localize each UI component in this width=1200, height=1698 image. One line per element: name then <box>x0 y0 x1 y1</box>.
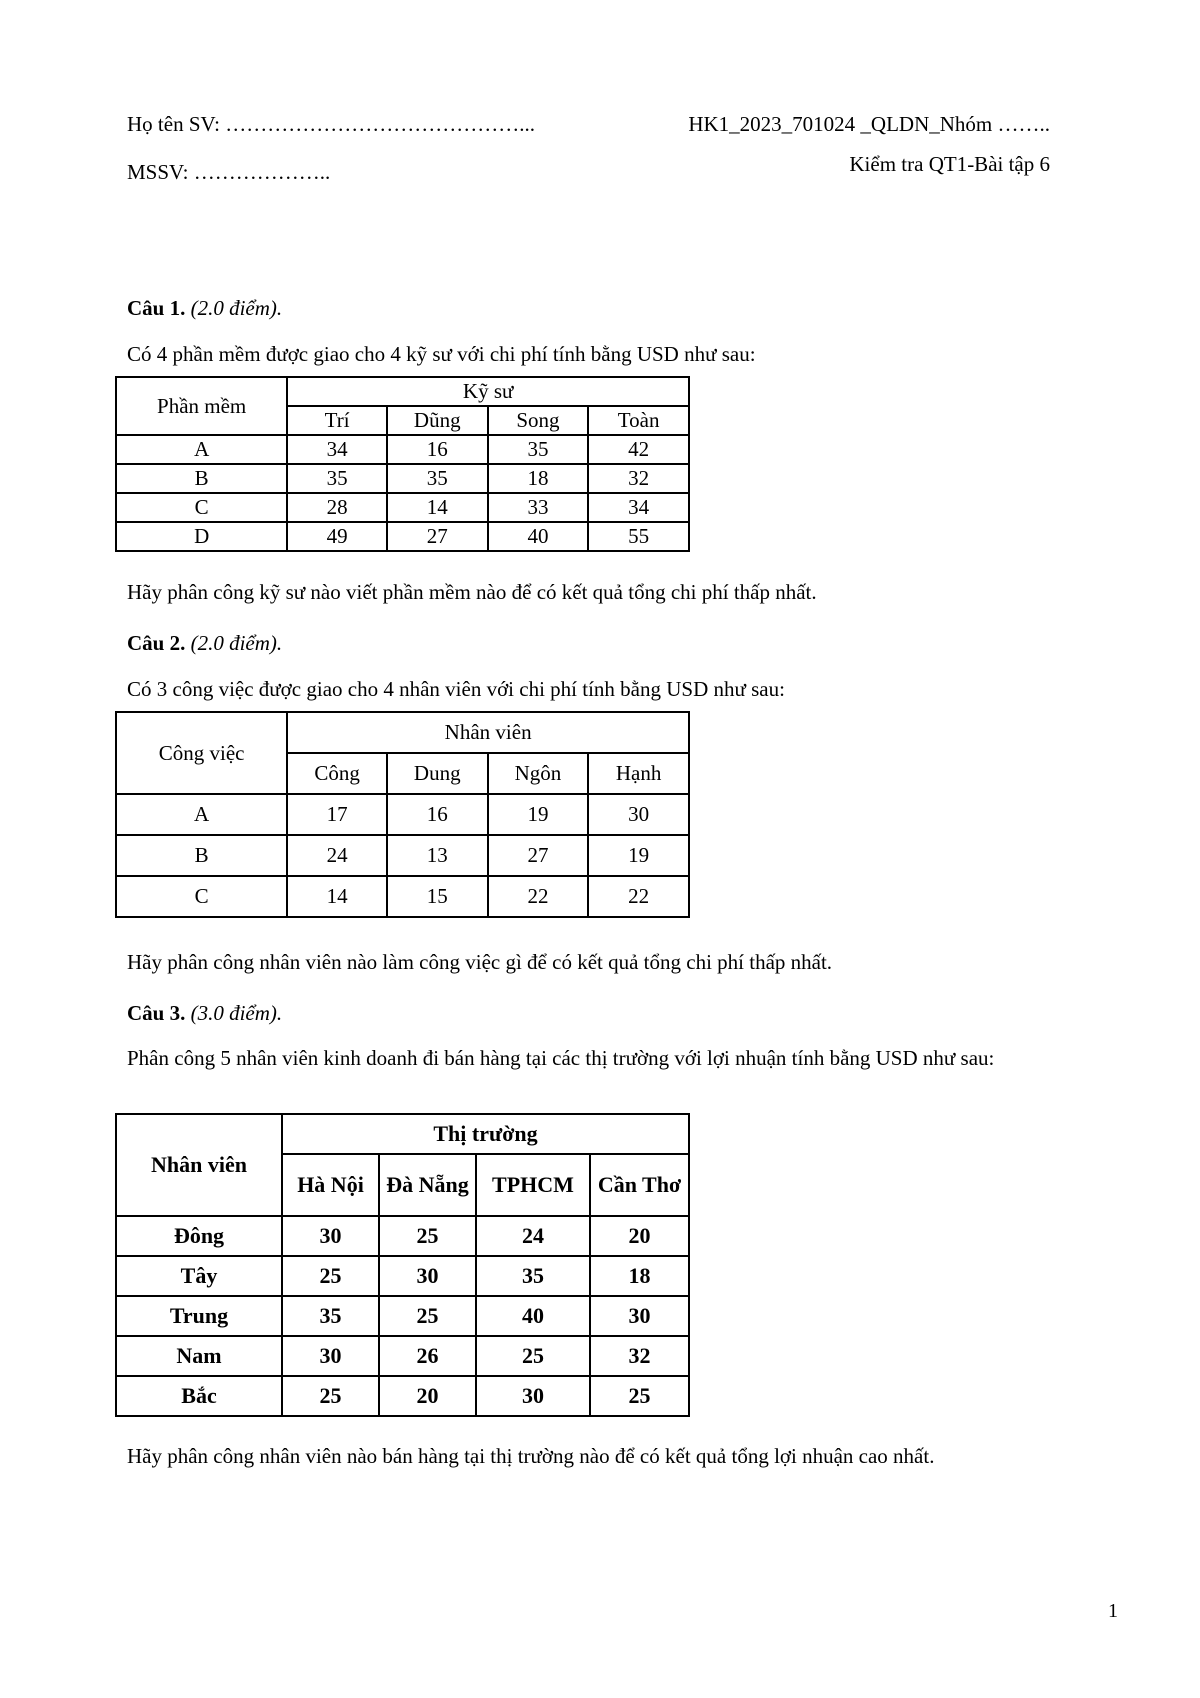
table-cell: 30 <box>588 794 689 835</box>
row-label: A <box>116 435 287 464</box>
table-cell: 17 <box>287 794 387 835</box>
q2-col-header: Hạnh <box>588 753 689 794</box>
page-number: 1 <box>1108 1600 1118 1622</box>
q3-label: Câu 3. <box>127 1001 186 1025</box>
table-row <box>116 1376 689 1416</box>
table-cell: 22 <box>588 876 689 917</box>
table-cell: 35 <box>488 435 589 464</box>
q1-col-header: Dũng <box>387 406 488 435</box>
student-name-field: Họ tên SV: ……………………………………... <box>127 112 535 136</box>
table-row <box>116 835 689 876</box>
table-cell: 16 <box>387 435 488 464</box>
table-row <box>116 493 689 522</box>
table-cell: 25 <box>379 1296 476 1336</box>
q1-col-header: Trí <box>287 406 387 435</box>
q2-col-header: Dung <box>387 753 488 794</box>
q2-group-header: Nhân viên <box>287 712 689 753</box>
q3-col-header: Hà Nội <box>282 1154 379 1216</box>
table-cell: 14 <box>287 876 387 917</box>
q1-title <box>127 296 282 321</box>
q2-table <box>115 711 690 918</box>
table-cell: 32 <box>590 1336 689 1376</box>
row-label: Đông <box>116 1216 282 1256</box>
q1-intro: Có 4 phần mềm được giao cho 4 kỹ sư với chi phí tính bằng USD như sau: <box>127 342 756 366</box>
row-label: D <box>116 522 287 551</box>
q2-title <box>127 631 282 656</box>
q2-intro: Có 3 công việc được giao cho 4 nhân viên với chi phí tính bằng USD như sau: <box>127 677 785 701</box>
table-row <box>116 794 689 835</box>
table-cell: 25 <box>282 1376 379 1416</box>
row-label: Nam <box>116 1336 282 1376</box>
table-cell: 25 <box>282 1256 379 1296</box>
table-cell: 28 <box>287 493 387 522</box>
q3-group-header: Thị trường <box>282 1114 689 1154</box>
row-label: Tây <box>116 1256 282 1296</box>
q3-row-header: Nhân viên <box>116 1114 282 1216</box>
table-cell: 40 <box>488 522 589 551</box>
q3-col-header: TPHCM <box>476 1154 590 1216</box>
table-cell: 33 <box>488 493 589 522</box>
row-label: C <box>116 876 287 917</box>
table-cell: 30 <box>379 1256 476 1296</box>
row-label: Bắc <box>116 1376 282 1416</box>
exam-title: Kiểm tra QT1-Bài tập 6 <box>849 152 1050 176</box>
table-cell: 16 <box>387 794 488 835</box>
table-cell: 26 <box>379 1336 476 1376</box>
table-cell: 30 <box>282 1216 379 1256</box>
q2-col-header: Công <box>287 753 387 794</box>
table-row <box>116 1256 689 1296</box>
table-cell: 34 <box>287 435 387 464</box>
table-cell: 19 <box>588 835 689 876</box>
table-cell: 14 <box>387 493 488 522</box>
q3-table <box>115 1113 690 1417</box>
table-cell: 27 <box>488 835 589 876</box>
table-cell: 25 <box>379 1216 476 1256</box>
table-cell: 34 <box>588 493 689 522</box>
table-cell: 32 <box>588 464 689 493</box>
table-row <box>116 1336 689 1376</box>
table-row <box>116 464 689 493</box>
q3-col-header: Cần Thơ <box>590 1154 689 1216</box>
table-cell: 27 <box>387 522 488 551</box>
table-cell: 35 <box>287 464 387 493</box>
table-cell: 30 <box>590 1296 689 1336</box>
table-cell: 35 <box>387 464 488 493</box>
q1-col-header: Toàn <box>588 406 689 435</box>
table-cell: 40 <box>476 1296 590 1336</box>
table-row <box>116 1216 689 1256</box>
q1-question: Hãy phân công kỹ sư nào viết phần mềm nào để có kết quả tổng chi phí thấp nhất. <box>127 580 817 604</box>
row-label: Trung <box>116 1296 282 1336</box>
table-cell: 20 <box>379 1376 476 1416</box>
q1-label: Câu 1. <box>127 296 186 320</box>
table-cell: 30 <box>476 1376 590 1416</box>
table-cell: 20 <box>590 1216 689 1256</box>
table-cell: 35 <box>282 1296 379 1336</box>
row-label: C <box>116 493 287 522</box>
table-row <box>116 522 689 551</box>
q2-points: (2.0 điểm). <box>190 631 283 655</box>
table-cell: 19 <box>488 794 589 835</box>
table-row <box>116 435 689 464</box>
q3-question: Hãy phân công nhân viên nào bán hàng tại thị trường nào để có kết quả tổng lợi nhuận cao nhất. <box>127 1444 935 1468</box>
table-cell: 49 <box>287 522 387 551</box>
q2-col-header: Ngôn <box>488 753 589 794</box>
q3-intro: Phân công 5 nhân viên kinh doanh đi bán hàng tại các thị trường với lợi nhuận tính bằng USD như sau: <box>127 1046 995 1070</box>
q1-table <box>115 376 690 552</box>
q1-group-header: Kỹ sư <box>287 377 689 406</box>
row-label: B <box>116 464 287 493</box>
table-cell: 24 <box>287 835 387 876</box>
course-code: HK1_2023_701024 _QLDN_Nhóm …….. <box>688 112 1050 136</box>
q2-row-header: Công việc <box>116 712 287 794</box>
q3-points: (3.0 điểm). <box>190 1001 283 1025</box>
table-cell: 42 <box>588 435 689 464</box>
table-cell: 15 <box>387 876 488 917</box>
q2-question: Hãy phân công nhân viên nào làm công việc gì để có kết quả tổng chi phí thấp nhất. <box>127 950 833 974</box>
row-label: A <box>116 794 287 835</box>
q3-col-header: Đà Nẵng <box>379 1154 476 1216</box>
q1-row-header: Phần mềm <box>116 377 287 435</box>
table-cell: 18 <box>488 464 589 493</box>
table-row <box>116 876 689 917</box>
table-cell: 25 <box>590 1376 689 1416</box>
table-cell: 18 <box>590 1256 689 1296</box>
table-cell: 25 <box>476 1336 590 1376</box>
q3-title <box>127 1001 282 1026</box>
table-cell: 22 <box>488 876 589 917</box>
table-row <box>116 1296 689 1336</box>
row-label: B <box>116 835 287 876</box>
table-cell: 13 <box>387 835 488 876</box>
q1-col-header: Song <box>488 406 589 435</box>
q2-label: Câu 2. <box>127 631 186 655</box>
table-cell: 35 <box>476 1256 590 1296</box>
student-id-field: MSSV: ……………….. <box>127 160 331 184</box>
table-cell: 55 <box>588 522 689 551</box>
table-cell: 24 <box>476 1216 590 1256</box>
q1-points: (2.0 điểm). <box>190 296 283 320</box>
table-cell: 30 <box>282 1336 379 1376</box>
